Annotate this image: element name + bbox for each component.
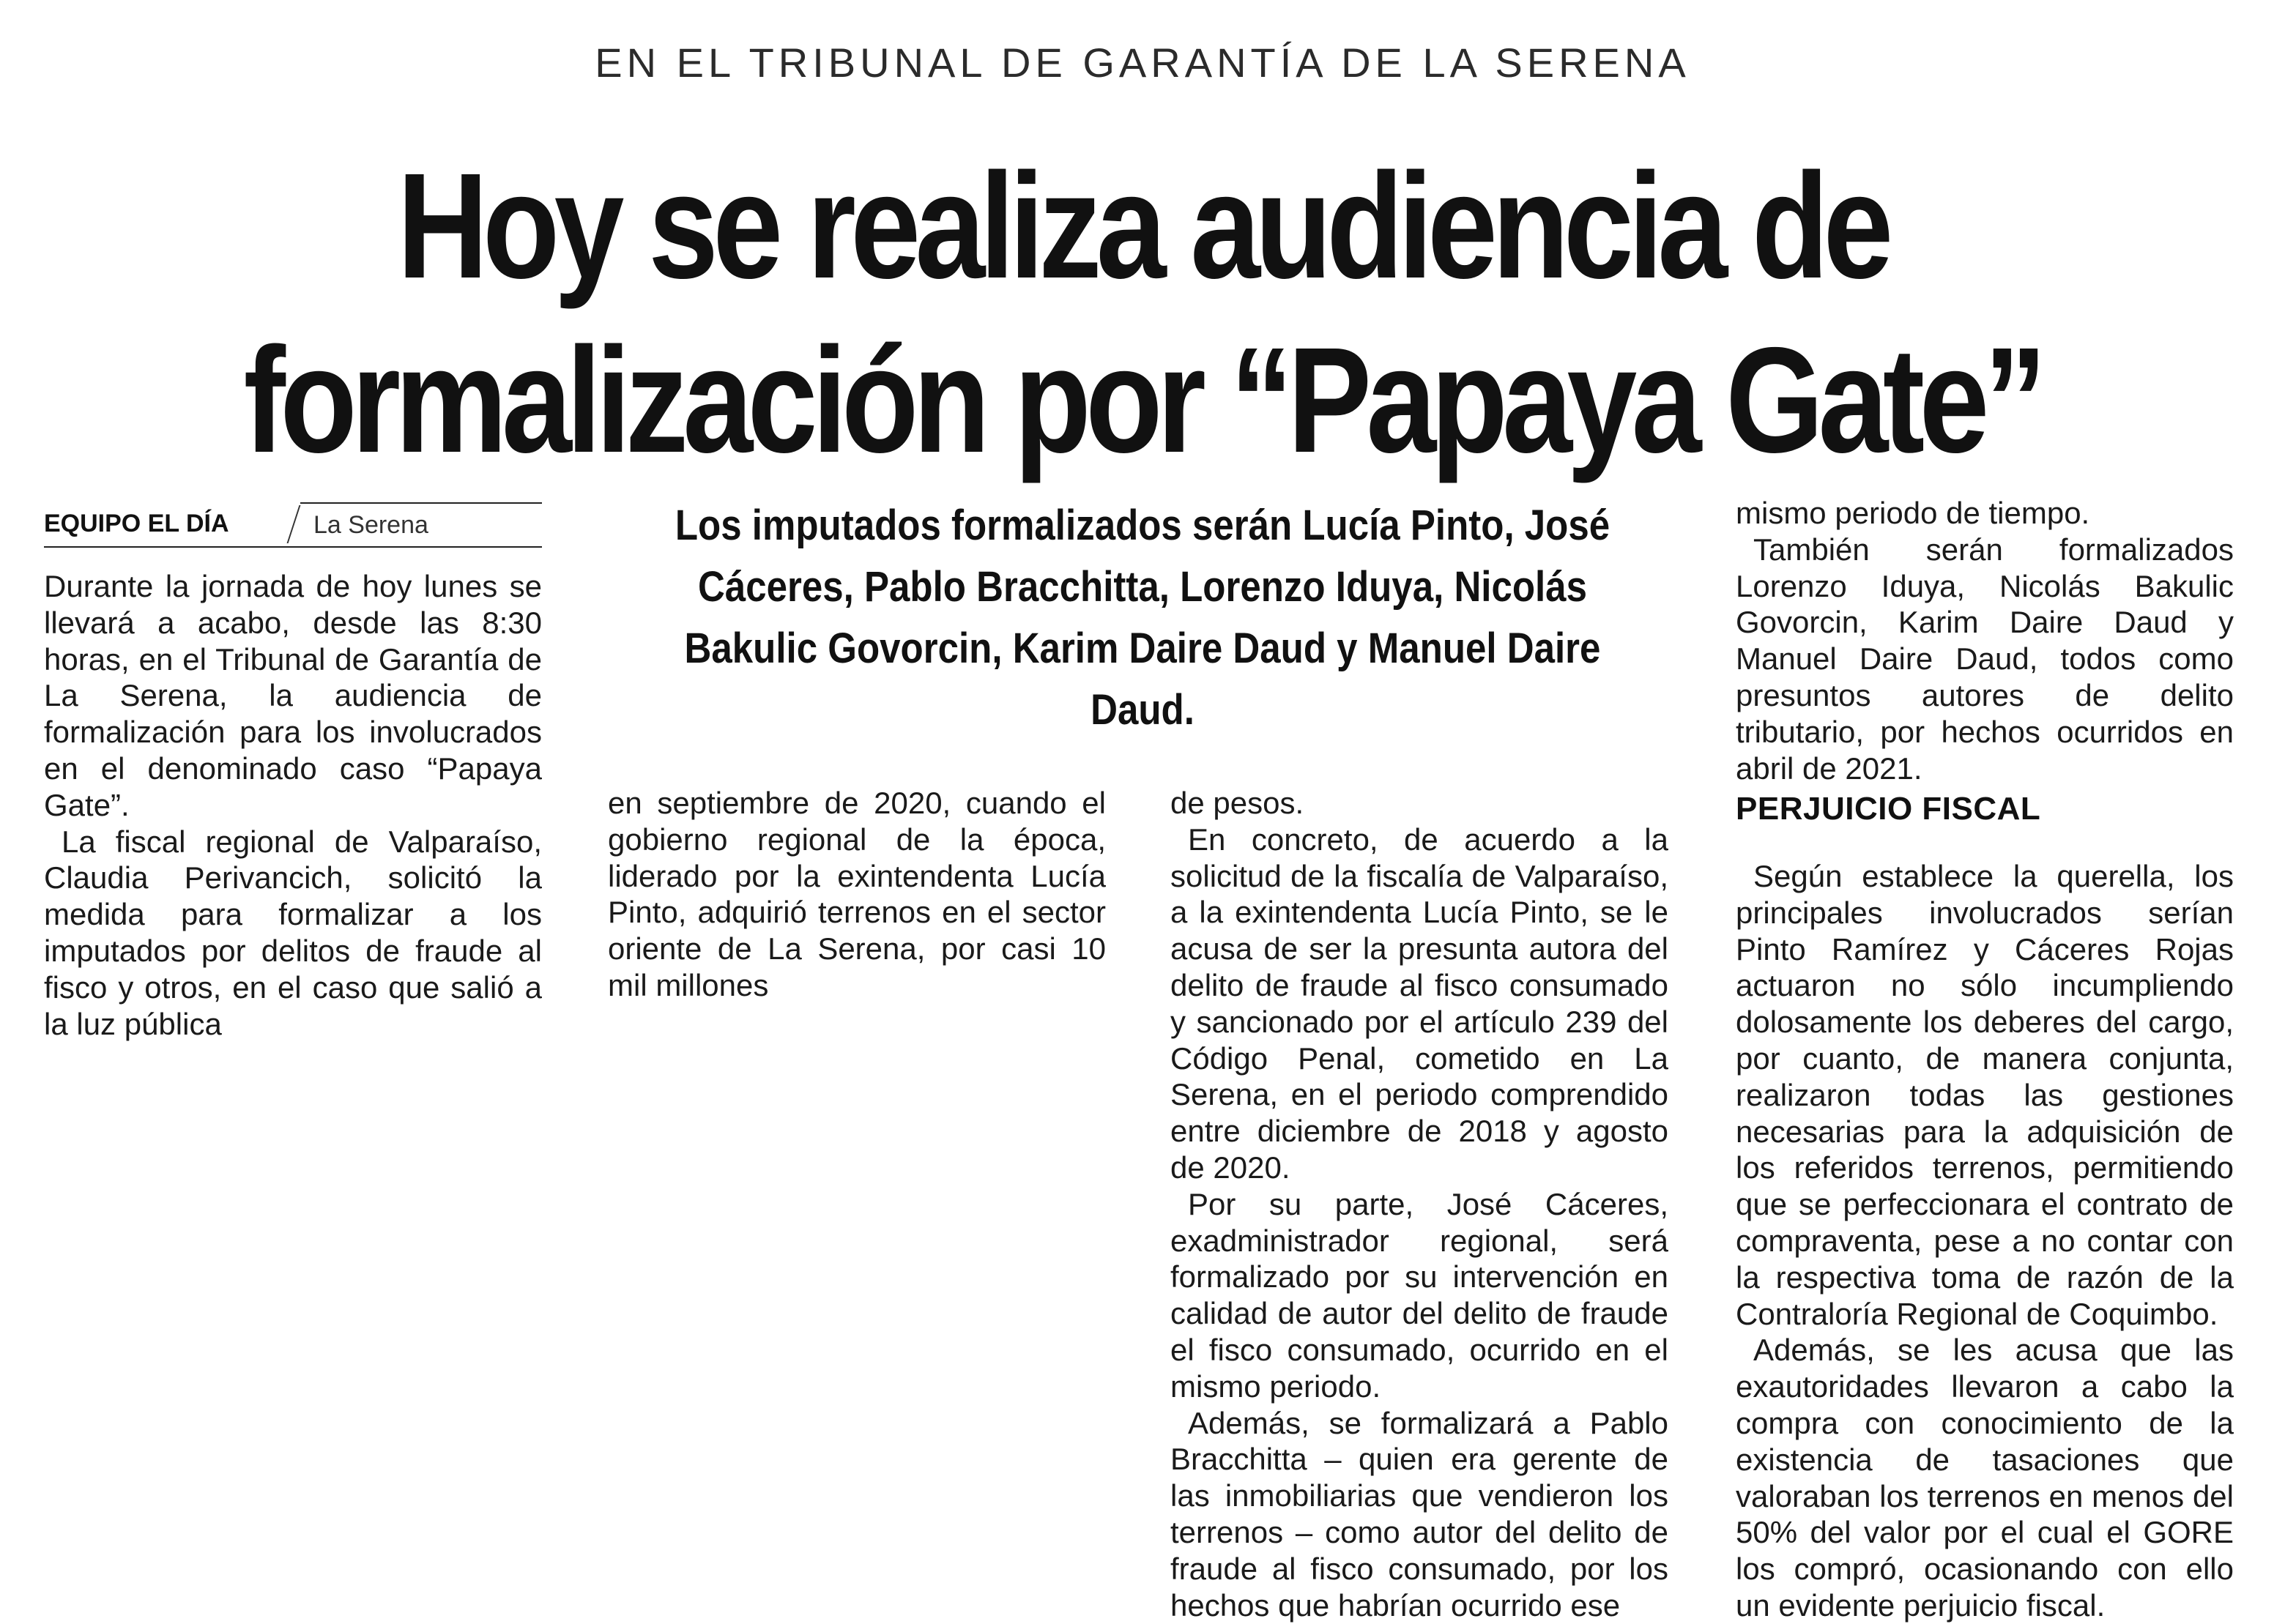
headline-line-1: Hoy se realiza audiencia de <box>397 142 1888 310</box>
column-2 <box>608 785 1106 1004</box>
byline-top-rule <box>300 502 542 504</box>
deck-summary: Los imputados formalizados serán Lucía Pinto, José Cáceres, Pablo Bracchitta, Lorenzo Iduya, Nicolás Bakulic Govorcin, Karim Daire Daud y Manuel Daire Daud. <box>675 502 1610 734</box>
paragraph: En concreto, de acuerdo a la solicitud de la fiscalía de Valparaíso, a la exintendenta Lucía Pinto, se le acusa de ser la presunta autora del delito de fraude al fisco consumado y sancionado por el artículo 239 del Código Penal, cometido en La Serena, en el periodo comprendido entre diciembre de 2018 y agosto de 2020. <box>1170 822 1668 1185</box>
paragraph: Por su parte, José Cáceres, exadministrador regional, será formalizado por su intervención en calidad de autor del delito de fraude el fisco consumado, ocurrido en el mismo periodo. <box>1170 1186 1668 1404</box>
subhead: PERJUICIO FISCAL <box>1736 791 2041 827</box>
paragraph: También serán formalizados Lorenzo Iduya, Nicolás Bakulic Govorcin, Karim Daire Daud y Manuel Daire Daud, todos como presuntos autores de delito tributario, por hechos ocurridos en abril de 2021. <box>1736 532 2234 786</box>
paragraph: mismo periodo de tiempo. <box>1736 496 2090 530</box>
column-3 <box>1170 785 1668 1623</box>
headline <box>183 139 2103 488</box>
byline-divider <box>287 505 301 543</box>
byline <box>44 502 542 545</box>
kicker: EN EL TRIBUNAL DE GARANTÍA DE LA SERENA <box>595 40 1690 86</box>
paragraph: Según establece la querella, los principales involucrados serían Pinto Ramírez y Cáceres Rojas actuaron no sólo incumpliendo dolosamente los deberes del cargo, por cuanto, de manera conjunta, realizaron todas las gestiones necesarias para la adquisición de los referidos terrenos, permitiendo que se perfeccionara el contrato de compraventa, pese a no contar con la respectiva toma de razón de la Contraloría Regional de Coquimbo. <box>1736 859 2234 1331</box>
headline-line-2: formalización por “Papaya Gate” <box>243 316 2042 484</box>
byline-author: EQUIPO EL DÍA <box>44 510 229 537</box>
paragraph: Además, se formalizará a Pablo Bracchitta – quien era gerente de las inmobiliarias que vendieron los terrenos – como autor del delito de fraude al fisco consumado, por los hechos que habrían ocurrido ese <box>1170 1405 1668 1623</box>
paragraph: Además, se les acusa que las exautoridades llevaron a cabo la compra con conocimiento de la existencia de tasaciones que valoraban los terrenos en menos del 50% del valor por el cual el GORE los compró, ocasionando con ello un evidente perjuicio fiscal. <box>1736 1333 2234 1623</box>
column-4-top <box>1736 495 2234 786</box>
paragraph: La fiscal regional de Valparaíso, Claudia Perivancich, solicitó la medida para formalizar a los imputados por delitos de fraude al fisco y otros, en el caso que salió a la luz pública <box>44 824 542 1041</box>
paragraph: de pesos. <box>1170 786 1304 820</box>
column-4-bottom <box>1736 858 2234 1624</box>
byline-location: La Serena <box>313 511 428 539</box>
column-1 <box>44 568 542 1042</box>
paragraph: en septiembre de 2020, cuando el gobierno regional de la época, liderado por la exintendenta Lucía Pinto, adquirió terrenos en el sector oriente de La Serena, por casi 10 mil millones <box>608 786 1106 1002</box>
paragraph: Durante la jornada de hoy lunes se llevará a acabo, desde las 8:30 horas, en el Tribunal de Garantía de La Serena, la audiencia de formalización para los involucrados en el denominado caso “Papaya Gate”. <box>44 569 542 822</box>
byline-rule <box>44 546 542 548</box>
